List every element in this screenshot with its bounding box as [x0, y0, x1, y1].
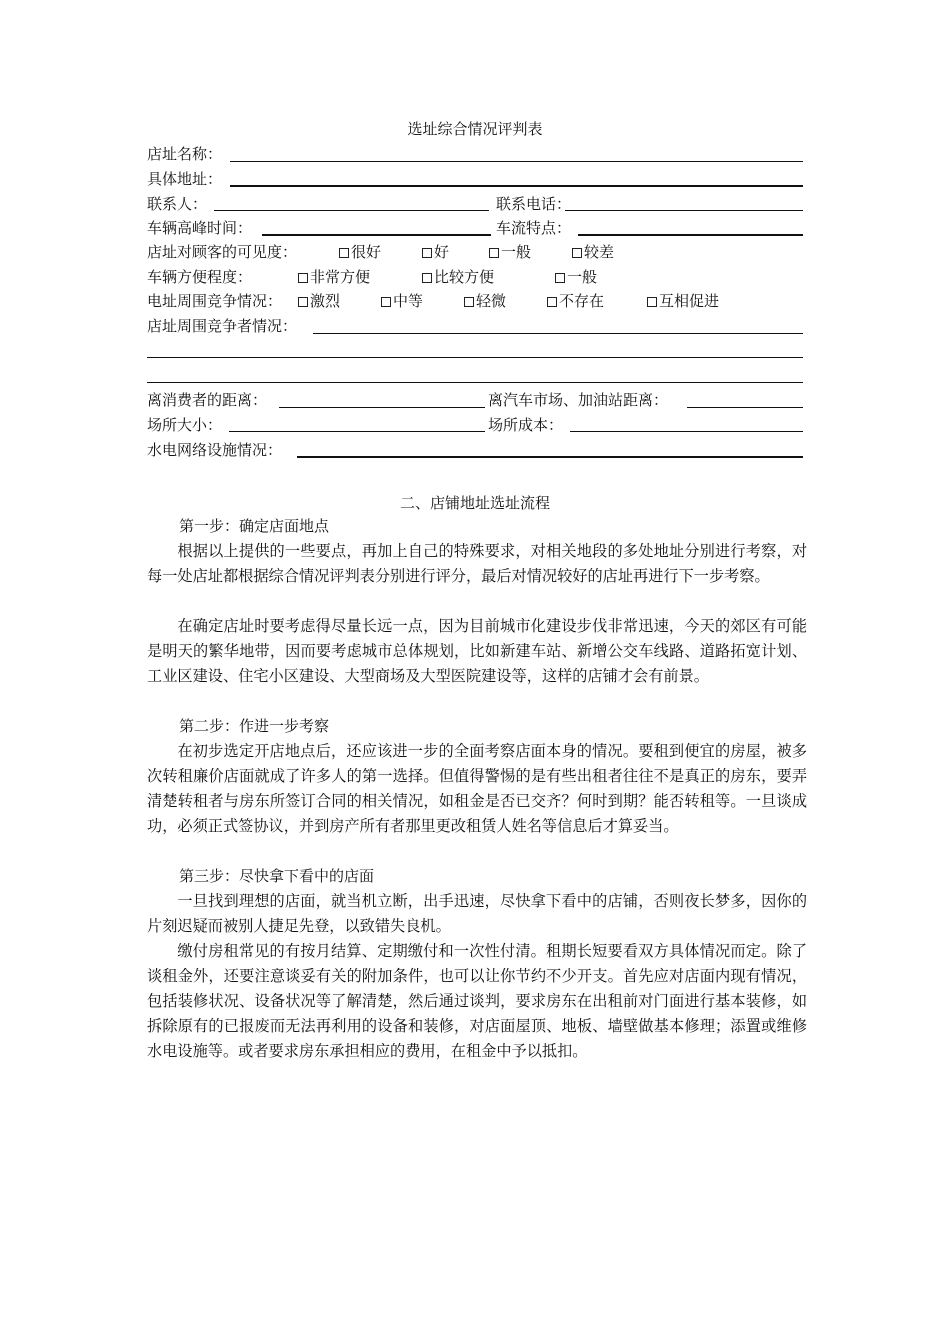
competition-option[interactable]: 轻微	[464, 291, 506, 311]
step3-title: 第三步：尽快拿下看中的店面	[179, 867, 375, 885]
competitors-label: 店址周围竞争者情况：	[147, 317, 298, 335]
contact-label: 联系人：	[147, 195, 208, 213]
address-label: 具体地址：	[147, 170, 223, 188]
utilities-label: 水电网络设施情况：	[147, 441, 283, 459]
traffic-field[interactable]	[578, 234, 803, 236]
step1-title: 第一步：确定店面地点	[179, 517, 330, 535]
competitors-field-line[interactable]	[147, 382, 803, 383]
phone-field[interactable]	[565, 210, 803, 211]
convenience-option[interactable]: 比较方便	[422, 267, 494, 287]
step3-paragraph-2: 缴付房租常见的有按月结算、定期缴付和一次性付清。租期长短要看双方具体情况而定。除了谈租金外，还要注意谈妥有关的附加条件，也可以让你节约不少开支。首先应对店面内现有情况，包括装修状况、设备状况等了解清楚，然后通过谈判，要求房东在出租前对门面进行基本装修，如拆除原有的已报废而无法再利用的设备和装修，对店面屋顶、地板、墙壁做基本修理；添置或维修水电设施等。或者要求房东承担相应的费用，在租金中予以抵扣。	[147, 942, 807, 1060]
car-market-distance-field[interactable]	[687, 407, 803, 408]
checkbox-icon	[422, 273, 432, 283]
checkbox-icon	[381, 297, 391, 307]
cost-label: 场所成本：	[488, 416, 564, 434]
consumer-distance-label: 离消费者的距离：	[147, 391, 268, 409]
form-title: 选址综合情况评判表	[407, 120, 543, 138]
checkbox-icon	[572, 248, 582, 258]
step1-paragraph-2: 在确定店址时要考虑得尽量长远一点，因为目前城市化建设步伐非常迅速，今天的郊区有可能是明天的繁华地带，因而要考虑城市总体规划，比如新建车站、新增公交车线路、道路拓宽计划、工业区建设、住宅小区建设、大型商场及大型医院建设等，这样的店铺才会有前景。	[147, 617, 807, 685]
address-field[interactable]	[230, 185, 803, 187]
competition-option[interactable]: 不存在	[547, 291, 604, 311]
competition-label: 电址周围竞争情况：	[147, 292, 283, 310]
store-name-label: 店址名称：	[147, 145, 223, 163]
visibility-option[interactable]: 好	[422, 242, 449, 262]
visibility-label: 店址对顾客的可见度：	[147, 243, 298, 261]
competitors-field[interactable]	[313, 333, 803, 334]
checkbox-icon	[298, 297, 308, 307]
peak-time-field[interactable]	[262, 234, 491, 236]
car-market-distance-label: 离汽车市场、加油站距离：	[488, 391, 669, 409]
step3-paragraph-1: 一旦找到理想的店面，就当机立断，出手迅速，尽快拿下看中的店铺，否则夜长梦多，因你的片刻迟疑而被别人捷足先登，以致错失良机。	[147, 892, 807, 935]
competition-option[interactable]: 互相促进	[647, 291, 719, 311]
peak-time-label: 车辆高峰时间：	[147, 219, 253, 237]
section-title: 二、店铺地址选址流程	[399, 494, 550, 512]
store-name-field[interactable]	[230, 161, 803, 162]
contact-field[interactable]	[214, 210, 489, 211]
step2-paragraph: 在初步选定开店地点后，还应该进一步的全面考察店面本身的情况。要租到便宜的房屋，被多次转租廉价店面就成了许多人的第一选择。但值得警惕的是有些出租者往往不是真正的房东，要弄清楚转租者与房东所签订合同的相关情况，如租金是否已交齐？何时到期？能否转租等。一旦谈成功，必须正式签协议，并到房产所有者那里更改租赁人姓名等信息后才算妥当。	[147, 742, 807, 835]
phone-label: 联系电话：	[496, 195, 572, 213]
step2-title: 第二步：作进一步考察	[179, 717, 330, 735]
checkbox-icon	[298, 273, 308, 283]
checkbox-icon	[547, 297, 557, 307]
competition-option[interactable]: 激烈	[298, 291, 340, 311]
visibility-option[interactable]: 很好	[339, 242, 381, 262]
checkbox-icon	[339, 248, 349, 258]
visibility-option[interactable]: 较差	[572, 242, 614, 262]
convenience-label: 车辆方便程度：	[147, 268, 253, 286]
checkbox-icon	[647, 297, 657, 307]
utilities-field[interactable]	[297, 456, 803, 458]
step1-paragraph-1: 根据以上提供的一些要点，再加上自己的特殊要求，对相关地段的多处地址分别进行考察，对每一处店址都根据综合情况评判表分别进行评分，最后对情况较好的店址再进行下一步考察。	[147, 542, 807, 585]
traffic-label: 车流特点：	[496, 219, 572, 237]
checkbox-icon	[464, 297, 474, 307]
size-label: 场所大小：	[147, 416, 223, 434]
competition-option[interactable]: 中等	[381, 291, 423, 311]
checkbox-icon	[489, 248, 499, 258]
visibility-option[interactable]: 一般	[489, 242, 531, 262]
checkbox-icon	[555, 273, 565, 283]
convenience-option[interactable]: 一般	[555, 267, 597, 287]
size-field[interactable]	[229, 431, 485, 432]
consumer-distance-field[interactable]	[279, 407, 485, 408]
cost-field[interactable]	[570, 431, 803, 432]
competitors-field-line[interactable]	[147, 357, 803, 358]
checkbox-icon	[422, 248, 432, 258]
convenience-option[interactable]: 非常方便	[298, 267, 370, 287]
